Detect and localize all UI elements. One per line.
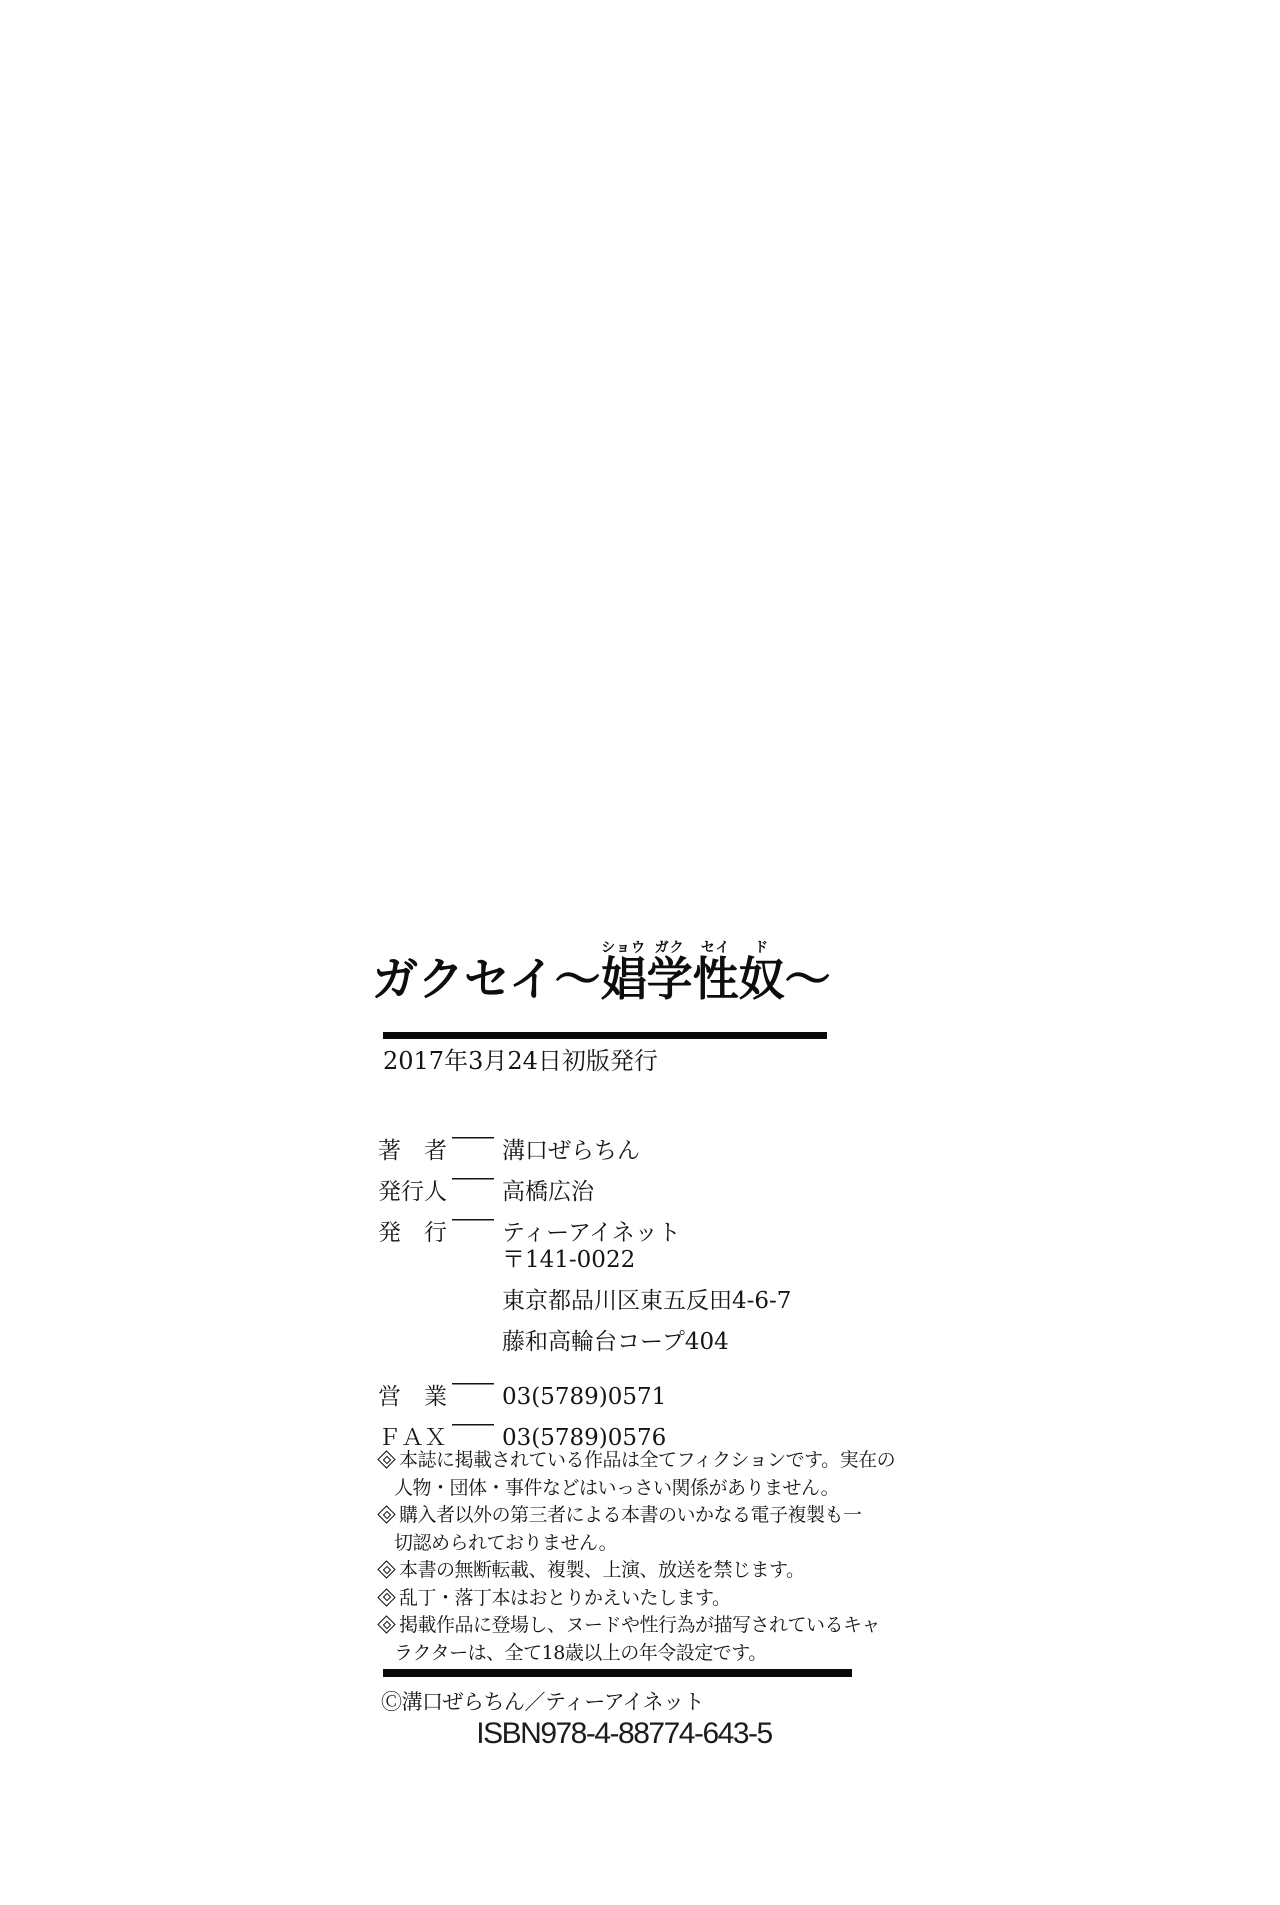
row-separator: ——	[451, 1206, 493, 1232]
notice-line: 人物・団体・事件などはいっさい関係がありません。	[394, 1476, 840, 1499]
title-divider-rule	[383, 1032, 827, 1039]
address-line-building: 藤和高輪台コープ404	[502, 1329, 729, 1355]
title-ruby: 奴ド	[738, 940, 785, 1006]
row-value: 03(5789)0571	[502, 1384, 667, 1410]
notice-line: 本誌に掲載されている作品は全てフィクションです。実在の	[399, 1449, 896, 1471]
row-label: 発 行	[378, 1220, 447, 1246]
diamond-bullet-icon	[378, 1451, 395, 1468]
notice-line: 本書の無断転載、複製、上演、放送を禁じます。	[399, 1559, 805, 1581]
address-line-street: 東京都品川区東五反田4-6-7	[502, 1288, 792, 1314]
notice-line: 購入者以外の第三者による本書のいかなる電子複製も一	[399, 1504, 862, 1526]
row-value: 03(5789)0576	[502, 1425, 667, 1451]
row-separator: ——	[451, 1124, 493, 1150]
title-ruby: 娼ショウ	[600, 940, 647, 1006]
notice-line: 切認められておりません。	[394, 1531, 618, 1554]
diamond-bullet-icon	[378, 1506, 395, 1523]
row-label: 著 者	[378, 1138, 447, 1164]
footer-divider-rule	[383, 1669, 852, 1677]
notice-line: 乱丁・落丁本はおとりかえいたします。	[399, 1586, 731, 1609]
edition-date: 2017年3月24日初版発行	[383, 1047, 658, 1075]
info-row-publisher-person	[378, 1158, 791, 1205]
notice-item	[378, 1557, 895, 1585]
publication-info	[378, 1117, 792, 1451]
info-row-fax	[378, 1404, 791, 1451]
notices-list	[378, 1447, 895, 1667]
diamond-bullet-icon	[378, 1589, 395, 1606]
title-prefix: ガクセイ～	[372, 952, 601, 1006]
info-row-publisher	[378, 1199, 791, 1246]
title-suffix: ～	[784, 952, 831, 1006]
row-label: 発行人	[378, 1179, 447, 1205]
notice-line: ラクターは、全て18歳以上の年令設定です。	[394, 1641, 767, 1664]
isbn-number: ISBN978-4-88774-643-5	[476, 1717, 772, 1750]
title-ruby: 性セイ	[692, 940, 739, 1006]
diamond-bullet-icon	[378, 1561, 395, 1578]
notice-item	[378, 1585, 895, 1613]
notice-item	[378, 1447, 895, 1502]
notice-item	[378, 1502, 895, 1557]
title-ruby: 学ガク	[646, 940, 693, 1006]
address-line-postal: 〒141-0022	[502, 1247, 636, 1273]
info-row-sales-phone	[378, 1363, 791, 1410]
row-separator: ——	[451, 1370, 493, 1396]
row-separator: ——	[451, 1165, 493, 1191]
row-separator: ——	[451, 1411, 493, 1437]
row-value: 高橋広治	[502, 1179, 594, 1205]
info-row-author	[378, 1117, 791, 1164]
book-title	[372, 940, 831, 1013]
row-value: ティーアイネット	[502, 1220, 681, 1246]
notice-line: 掲載作品に登場し、ヌードや性行為が描写されているキャ	[399, 1614, 881, 1636]
notice-item	[378, 1612, 895, 1667]
copyright-line: Ⓒ溝口ぜらちん／ティーアイネット	[381, 1690, 705, 1714]
row-label: ＦＡＸ	[378, 1425, 447, 1451]
row-label: 営 業	[378, 1384, 447, 1410]
diamond-bullet-icon	[378, 1616, 395, 1633]
row-value: 溝口ぜらちん	[502, 1138, 640, 1164]
